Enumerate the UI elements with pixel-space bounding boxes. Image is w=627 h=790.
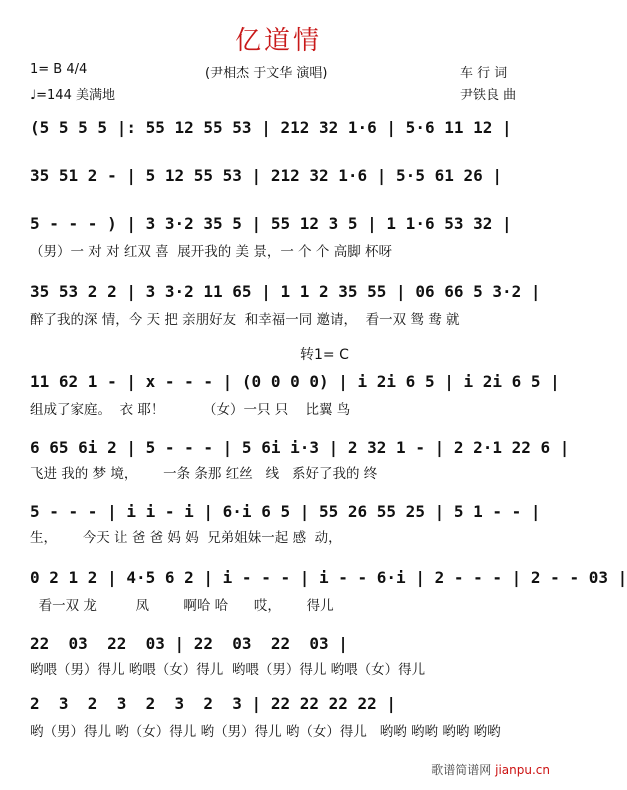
site-url: jianpu.cn: [495, 763, 550, 777]
staff-line-7-lyrics: 生， 今天 让 爸 爸 妈 妈 兄弟姐妹一起 感 动，: [30, 530, 342, 546]
performers: (尹相杰 于文华 演唱): [205, 66, 328, 81]
lyricist: 车 行 词: [460, 66, 508, 81]
staff-line-10-notes: 2 3 2 3 2 3 2 3 | 22 22 22 22 |: [30, 694, 397, 713]
staff-line-3-notes: 5 - - - ) | 3 3·2 35 5 | 55 12 3 5 | 1 1·6 53 32 |: [30, 214, 512, 233]
site-watermark: [431, 761, 550, 778]
staff-line-8-lyrics: 看一双 龙 凤 啊哈 哈 哎， 得儿: [30, 598, 334, 614]
staff-line-6-lyrics: 飞进 我的 梦 境， 一条 条那 红丝 线 系好了我的 终: [30, 466, 378, 482]
staff-line-5-notes: 11 62 1 - | x - - - | (0 0 0 0) | i 2i 6 5 | i 2i 6 5 |: [30, 372, 560, 391]
staff-line-7-notes: 5 - - - | i i - i | 6·i 6 5 | 55 26 55 25 | 5 1 - - |: [30, 502, 541, 521]
song-title: 亿道情: [235, 26, 323, 56]
staff-line-10-lyrics: 哟（男）得儿 哟（女）得儿 哟（男）得儿 哟（女）得儿 哟哟 哟哟 哟哟 哟哟: [30, 724, 501, 740]
staff-line-3-lyrics: （男）一 对 对 红双 喜 展开我的 美 景，一 个 个 高脚 杯呀: [30, 244, 392, 260]
staff-line-4-lyrics: 醉了我的深 情，今 天 把 亲朋好友 和幸福一同 邀请， 看一双 鸳 鸯 就: [30, 312, 460, 328]
composer: 尹铁良 曲: [460, 88, 517, 103]
key-signature: 1= B 4/4: [30, 62, 88, 77]
site-name: 歌谱简谱网: [431, 763, 492, 777]
tempo-marking: ♩=144 美满地: [30, 88, 115, 103]
staff-line-9-notes: 22 03 22 03 | 22 03 22 03 |: [30, 634, 348, 653]
key-change: 转1= C: [300, 347, 349, 363]
staff-line-1-notes: (5 5 5 5 |: 55 12 55 53 | 212 32 1·6 | 5·6 11 12 |: [30, 118, 512, 137]
staff-line-9-lyrics: 哟喂（男）得儿 哟喂（女）得儿 哟喂（男）得儿 哟喂（女）得儿: [30, 662, 426, 678]
staff-line-2-notes: 35 51 2 - | 5 12 55 53 | 212 32 1·6 | 5·5 61 26 |: [30, 166, 503, 185]
staff-line-6-notes: 6 65 6i 2 | 5 - - - | 5 6i i·3 | 2 32 1 - | 2 2·1 22 6 |: [30, 438, 570, 457]
staff-line-4-notes: 35 53 2 2 | 3 3·2 11 65 | 1 1 2 35 55 | 06 66 5 3·2 |: [30, 282, 541, 301]
staff-line-8-notes: 0 2 1 2 | 4·5 6 2 | i - - - | i - - 6·i | 2 - - - | 2 - - 03 |: [30, 568, 627, 587]
staff-line-5-lyrics: 组成了家庭。 衣 耶！ （女）一只 只 比翼 鸟: [30, 402, 351, 418]
